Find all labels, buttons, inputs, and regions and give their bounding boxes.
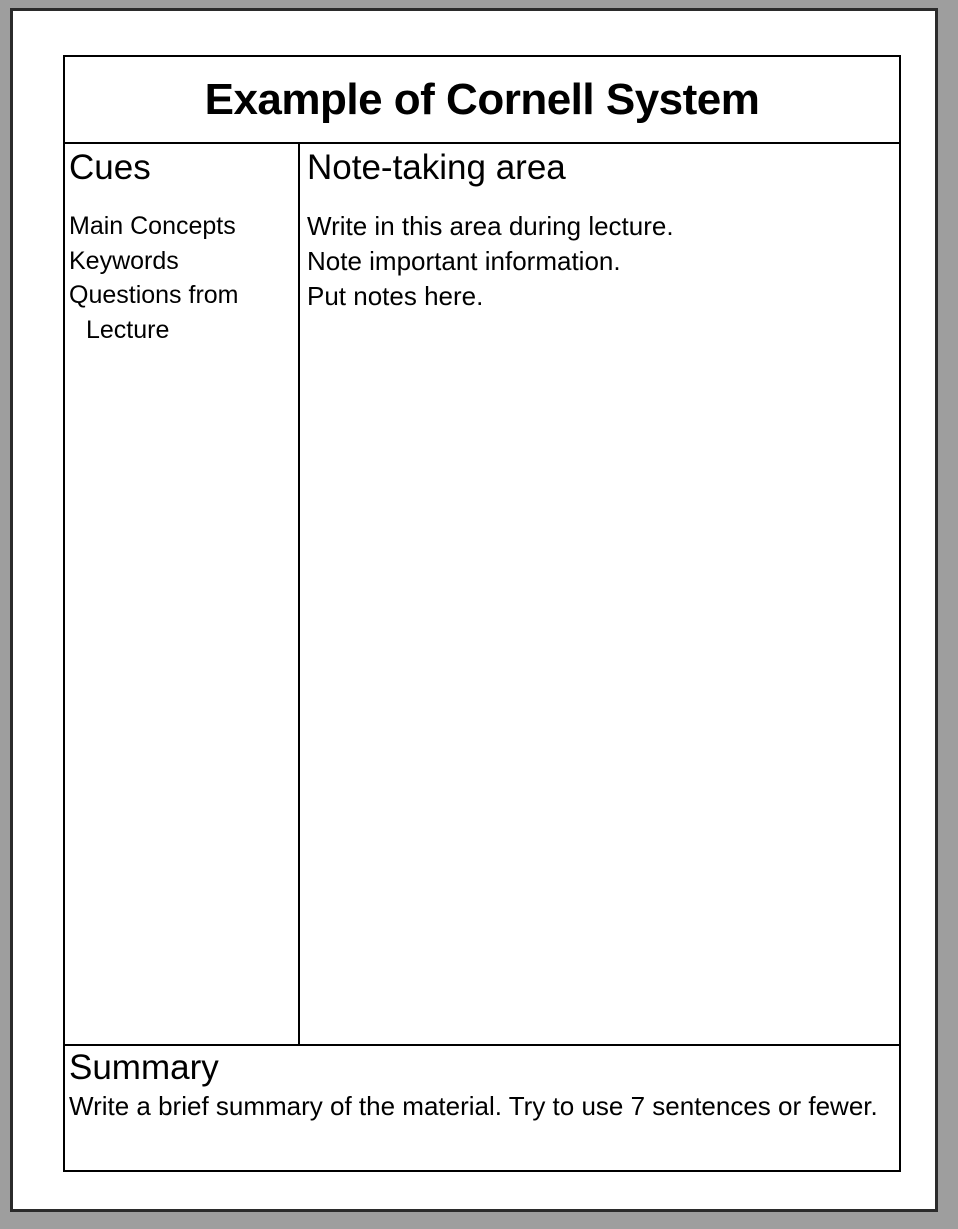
title-row: [65, 57, 899, 144]
summary-text: Write a brief summary of the material. Try to use 7 sentences or fewer.: [69, 1090, 878, 1121]
note-line: Note important information.: [307, 246, 621, 277]
cue-line: Questions from: [69, 281, 239, 310]
note-taking-column: [300, 144, 899, 1044]
notes-heading: Note-taking area: [307, 148, 566, 187]
summary-heading: Summary: [69, 1048, 219, 1087]
summary-row: [65, 1046, 899, 1170]
cue-line: Main Concepts: [69, 212, 236, 241]
cue-line: Lecture: [86, 315, 170, 344]
cornell-note-template: [63, 55, 901, 1172]
cues-heading: Cues: [69, 148, 151, 187]
note-line: Put notes here.: [307, 281, 484, 312]
page-frame: [10, 8, 938, 1212]
cue-line: Keywords: [69, 246, 179, 275]
body-row: [65, 144, 899, 1046]
cues-column: [65, 144, 300, 1044]
note-line: Write in this area during lecture.: [307, 211, 674, 242]
page-title: Example of Cornell System: [204, 74, 760, 124]
